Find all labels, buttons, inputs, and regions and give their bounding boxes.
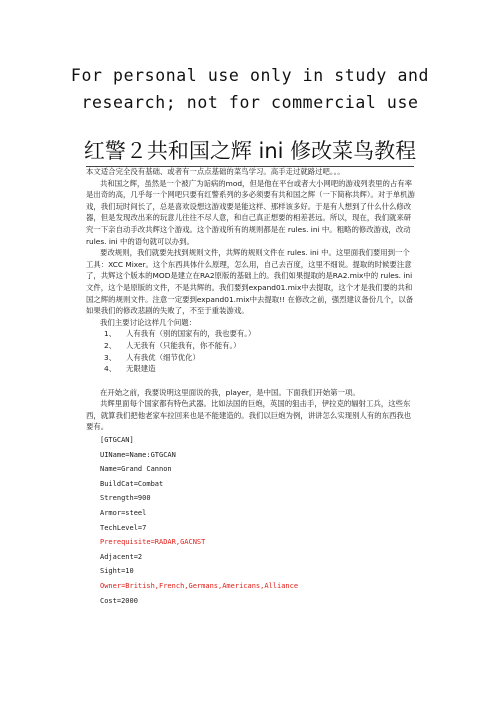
watermark-header <box>0 62 500 116</box>
header-line-1: For personal use only in study and <box>70 66 430 85</box>
paragraph-special-weapons: 共辉里面每个国家都有特色武器。比如法国的巨炮，英国的狙击手，伊拉克的辐射工兵，这些东西，就算我们把他老家车拉回来也是不能建造的。我们以巨炮为例，讲讲怎么实现别人有的东西我也要有。 <box>86 399 412 432</box>
paragraph-player: 在开始之前，我要说明这里面说的我，player，是中国。下面我们开始第一项。 <box>100 387 360 397</box>
paragraph-background: 共和国之辉，虽然是一个被广为诟病的mod，但是他在平台或者大小网吧的游戏列表里的占有率是出奇的高，几乎每一个网吧只要有红警系列的多必须要有共和国之辉（一下简称共辉）。对于单机游戏，我们玩时间长了，总是喜欢设想这游戏要是能这样、那样该多好。于是有人想到了什么什么修改器，但是发现改出来的玩意儿往往不尽人意，和自己真正想要的相差甚远。所以，现在，我们就来研究一下亲自动手改共辉这个游戏。这个游戏所有的规则都是在 rules. ini 中。粗略的修改游戏，改动 rules. ini 中的语句就可以办到。 <box>86 178 415 246</box>
spacer <box>86 375 416 387</box>
paragraph-extract-rules: 要改规则，我们就要先找到规则文件，共辉的规则文件在 rules. ini 中。这里面我们要用到一个工具：XCC Mixer。这个东西具体什么原理，怎么用，自己去百度，这里不细说。提取的时候要注意了，共辉这个版本的MOD是建立在RA2原版的基础上的。我们如果提取的是RA2.mix中的 rules. ini 文件，这个是原版的文件，不是共辉的。我们要到expand01.mix中去提取，这个才是我们要的共和国之辉的规则文件。注意一定要到expand01.mix中去提取!! 在修改之前，强烈建议备份几个，以备如果我们的修改悲剧的失败了，不至于重装游戏。 <box>86 248 414 316</box>
code-block <box>86 433 416 608</box>
topic-number: 3、 <box>104 352 117 362</box>
code-line: Cost=2000 <box>100 596 138 605</box>
topic-list <box>86 328 416 374</box>
topic-list-item <box>86 352 416 364</box>
topic-text: 人无我有（只能我有，你不能有。） <box>126 340 241 350</box>
code-line: Strength=900 <box>100 494 151 503</box>
code-line: BuildCat=Combat <box>100 479 164 488</box>
topic-number: 4、 <box>104 364 117 374</box>
topic-number: 1、 <box>104 329 117 339</box>
code-line: [GTGCAN] <box>100 436 134 445</box>
code-line: Prerequisite=RADAR,GACNST <box>100 538 206 547</box>
topic-list-item <box>86 363 416 375</box>
topic-text: 无限建造 <box>126 364 156 374</box>
code-line: Name=Grand Cannon <box>100 465 172 474</box>
topic-number: 2、 <box>104 340 117 350</box>
code-line: UIName=Name:GTGCAN <box>100 450 176 459</box>
code-line: Armor=steel <box>100 509 147 518</box>
paragraph-intro: 本文适合完全没有基础、或者有一点点基础的菜鸟学习。高手走过就路过吧。。。 <box>86 167 345 176</box>
topic-text: 人有我优（细节优化） <box>126 352 200 362</box>
topic-list-item <box>86 328 416 340</box>
header-line-2: research; not for commercial use <box>81 93 419 112</box>
code-line: TechLevel=7 <box>100 523 147 532</box>
code-line: Owner=British,French,Germans,Americans,Alliance <box>100 582 299 590</box>
document-title: 红警２共和国之辉 ini 修改菜鸟教程 <box>83 139 417 163</box>
topic-text: 人有我有（别的国家有的，我也要有。） <box>126 329 256 339</box>
document-body <box>86 166 416 608</box>
paragraph-topics: 我们主要讨论这样几个问题： <box>100 317 197 327</box>
code-line: Adjacent=2 <box>100 552 143 561</box>
topic-list-item <box>86 340 416 352</box>
code-line: Sight=10 <box>100 567 134 576</box>
